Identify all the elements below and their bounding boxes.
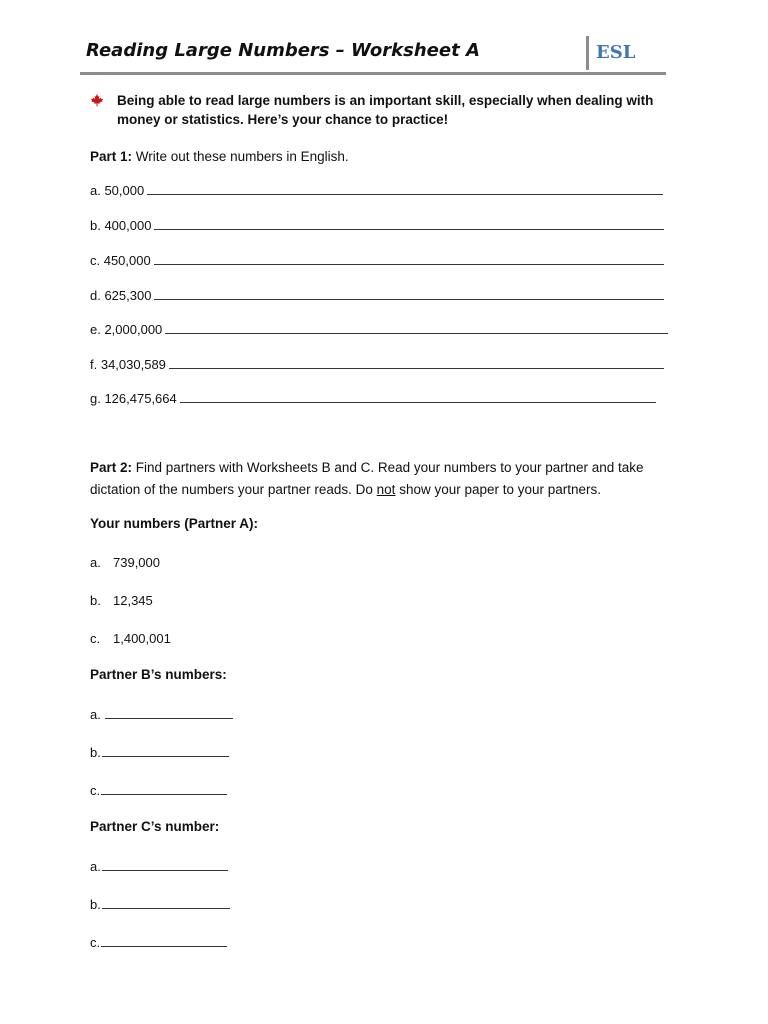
answer-blank[interactable] [154, 287, 664, 300]
item-label: b. [90, 745, 101, 760]
part1-item-text: e. 2,000,000 [90, 322, 163, 337]
item-value: 1,400,001 [113, 631, 171, 646]
partner-c-item [90, 896, 230, 912]
your-number-item [90, 631, 171, 646]
part1-item [90, 321, 668, 337]
partner-c-heading: Partner C’s number: [90, 819, 220, 834]
answer-blank[interactable] [154, 252, 664, 265]
your-numbers-heading: Your numbers (Partner A): [90, 516, 259, 531]
part2-label: Part 2: [90, 460, 133, 475]
answer-blank[interactable] [154, 217, 664, 230]
your-number-item [90, 555, 160, 570]
answer-blank[interactable] [180, 390, 656, 403]
partner-c-item [90, 934, 227, 950]
answer-blank[interactable] [102, 744, 229, 757]
part2-instruction-not: not [376, 482, 396, 497]
part1-item [90, 390, 656, 406]
part1-title [90, 146, 690, 168]
esl-badge: ESL [596, 42, 636, 63]
partner-b-heading: Partner B’s numbers: [90, 667, 227, 682]
item-label: c. [90, 783, 101, 798]
part2-title [90, 457, 690, 501]
item-label: c. [90, 631, 101, 646]
answer-blank[interactable] [169, 356, 664, 369]
item-label: b. [90, 593, 101, 608]
part1-item-text: b. 400,000 [90, 218, 152, 233]
answer-blank[interactable] [102, 896, 230, 909]
part1-item [90, 182, 663, 198]
item-label: a. [90, 707, 105, 722]
part1-item-text: c. 450,000 [90, 253, 151, 268]
answer-blank[interactable] [102, 858, 228, 871]
part2-instruction-end: show your paper to your partners. [395, 482, 602, 497]
item-label: a. [90, 555, 101, 570]
answer-blank[interactable] [165, 321, 668, 334]
header-divider [586, 36, 589, 70]
item-label: c. [90, 935, 101, 950]
page-title: Reading Large Numbers – Worksheet A [86, 40, 480, 61]
part1-label: Part 1: [90, 149, 133, 164]
intro-text: Being able to read large numbers is an important skill, especially when dealing with money or statistics. Here’s your chance to practice! [117, 93, 654, 127]
worksheet-header [80, 36, 666, 75]
part1-instruction: Write out these numbers in English. [132, 149, 349, 164]
item-value: 12,345 [113, 593, 153, 608]
answer-blank[interactable] [105, 706, 233, 719]
part1-item [90, 217, 664, 233]
item-label: a. [90, 859, 101, 874]
part1-item [90, 252, 664, 268]
part2-instruction: Find partners with Worksheets B and C. Read your numbers to your partner and take dictation of the numbers your partner reads. Do [90, 460, 644, 497]
item-value: 739,000 [113, 555, 160, 570]
item-label: b. [90, 897, 101, 912]
your-number-item [90, 593, 153, 608]
part1-item-text: g. 126,475,664 [90, 391, 177, 406]
part1-item-text: a. 50,000 [90, 183, 145, 198]
partner-b-item [90, 744, 229, 760]
part1-item-text: d. 625,300 [90, 288, 152, 303]
partner-c-item [90, 858, 228, 874]
partner-b-item [90, 782, 227, 798]
answer-blank[interactable] [101, 934, 227, 947]
partner-b-item [90, 706, 233, 722]
answer-blank[interactable] [147, 182, 663, 195]
part1-item-text: f. 34,030,589 [90, 357, 166, 372]
answer-blank[interactable] [101, 782, 227, 795]
part1-item [90, 356, 664, 372]
part1-item [90, 287, 664, 303]
maple-leaf-icon [90, 93, 104, 107]
